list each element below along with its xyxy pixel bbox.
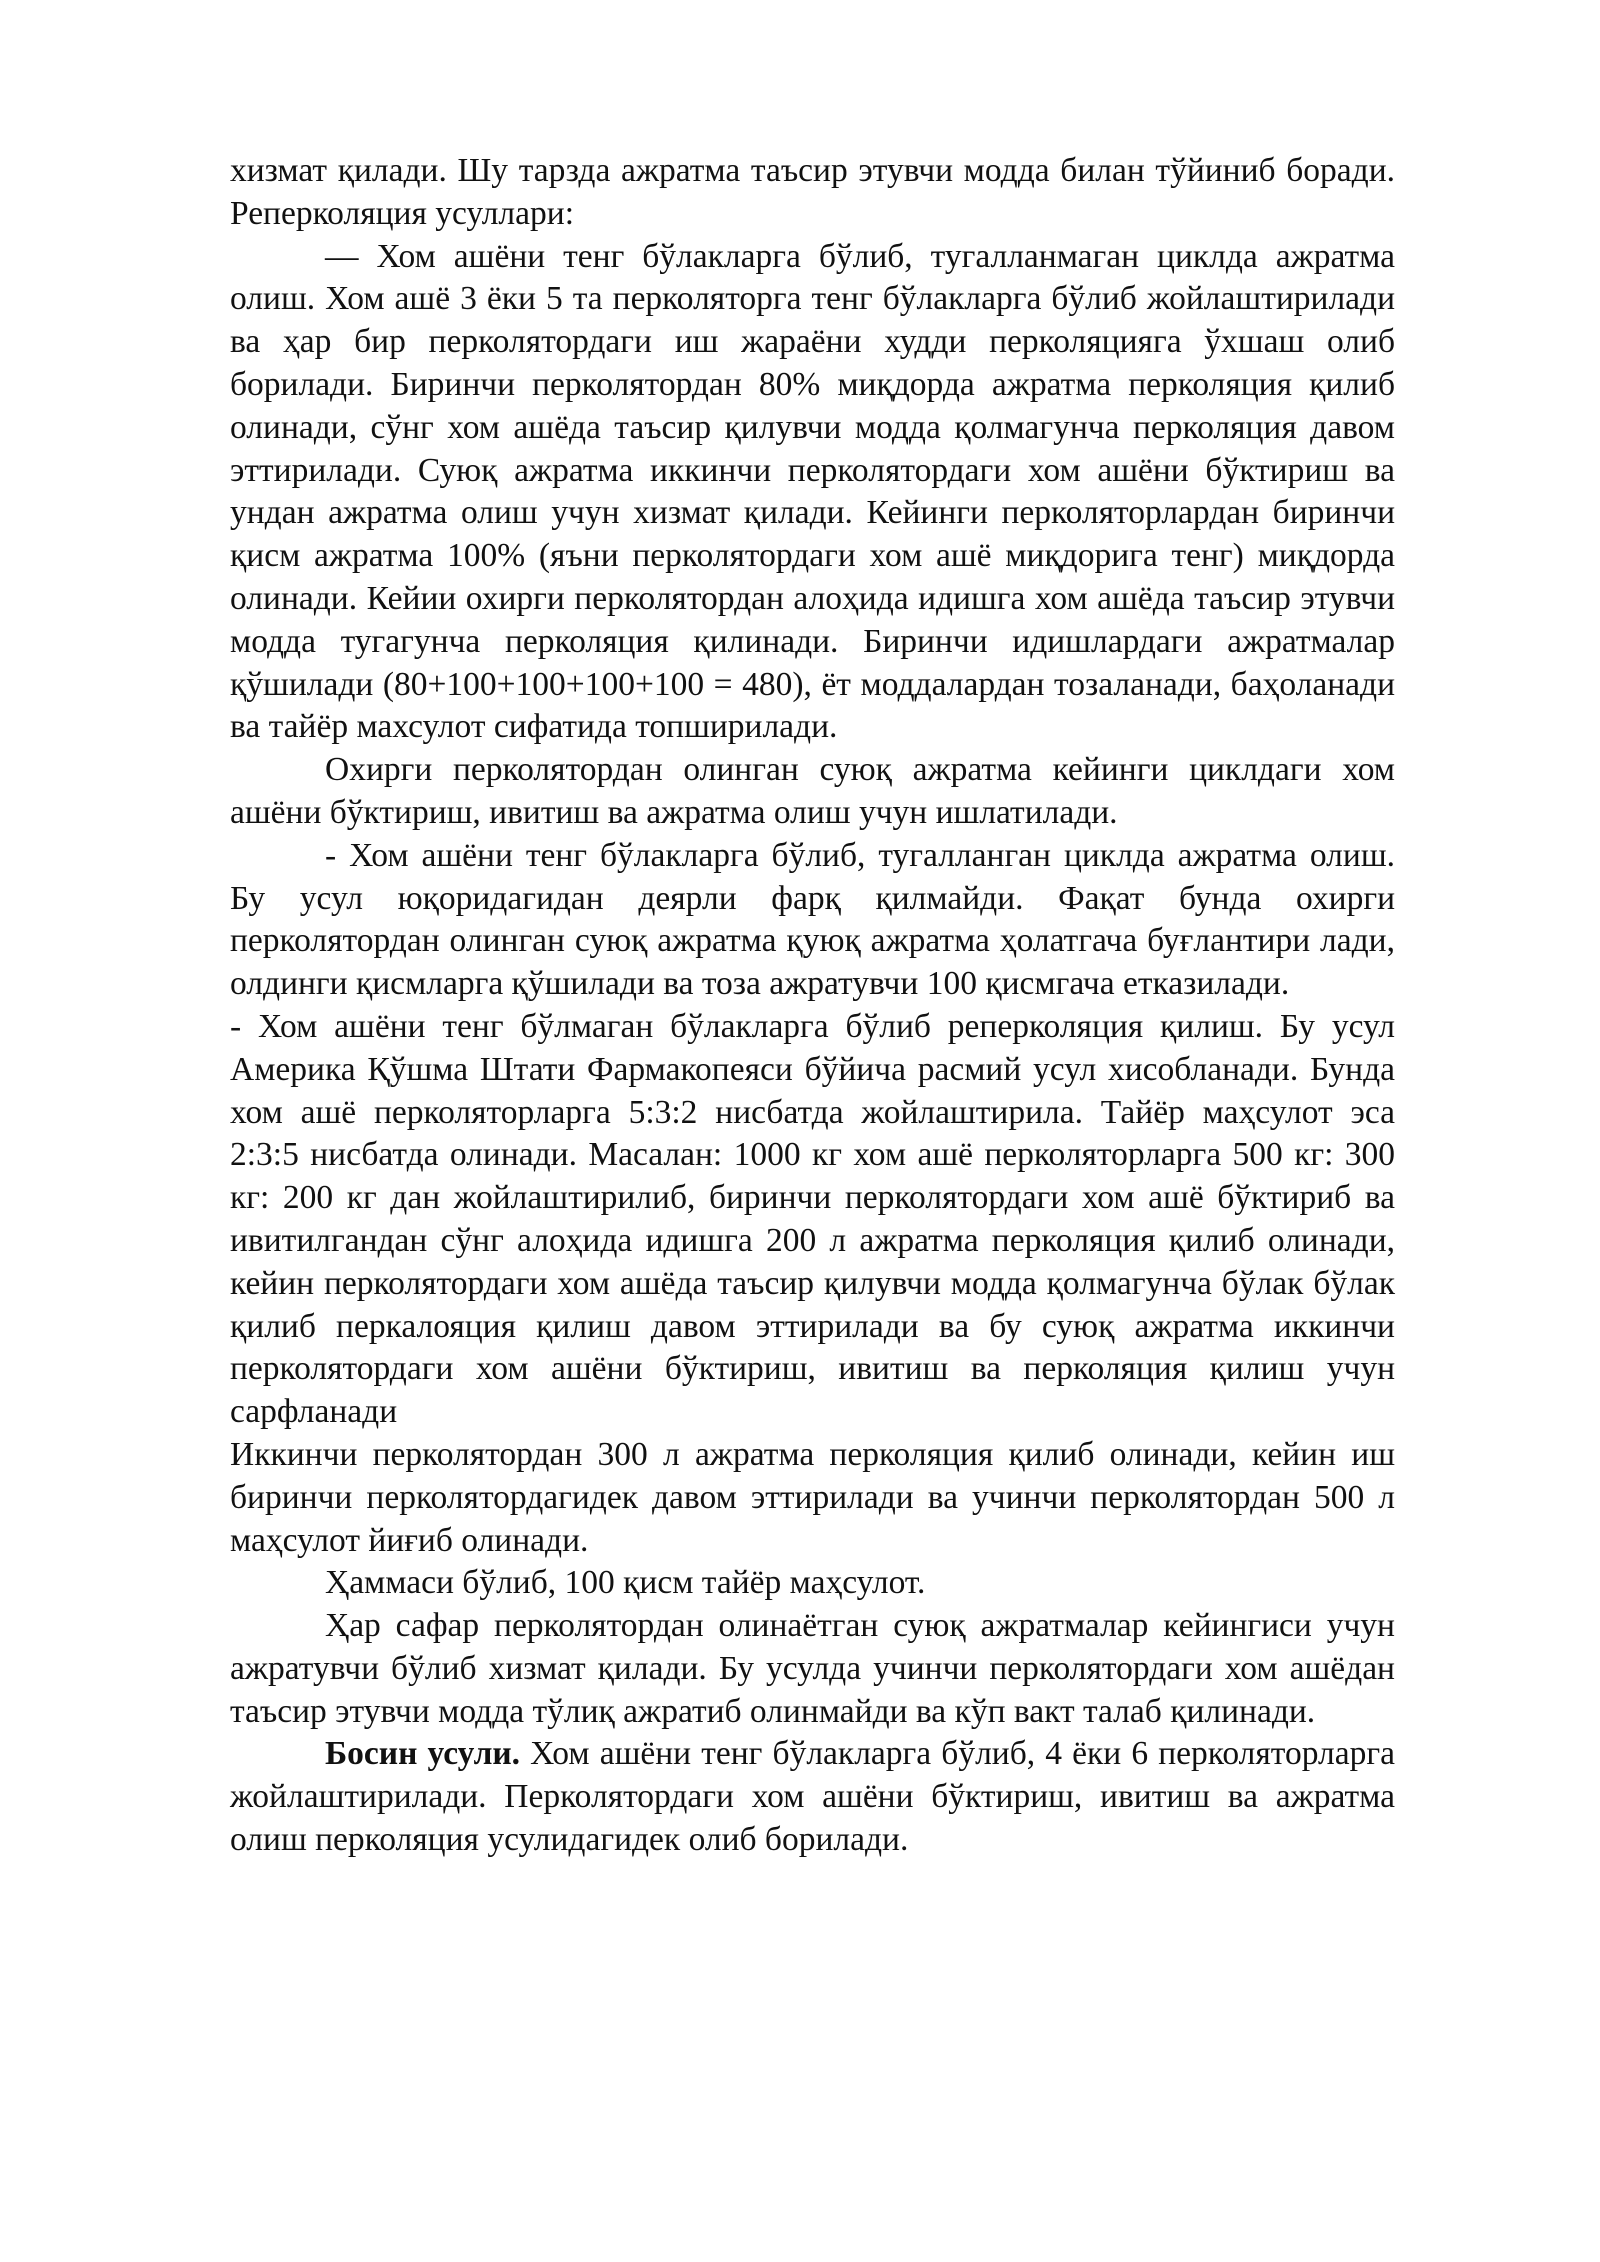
- paragraph-7: Ҳаммаси бўлиб, 100 қисм тайёр маҳсулот.: [325, 1564, 926, 1602]
- paragraph-method-1: — Хом ашёни тенг бўлакларга бўлиб, тугалланмаган циклда ажратма олиш. Хом ашё 3 ёки 5 та перколяторга тенг бўлакларга бўлиб жойлаштирилади ва ҳар бир перколятордаги иш жараёни худди перколяцияга ўхшаш олиб борилади. Биринчи перколятордан 80% миқдорда ажратма перколяция қилиб олинади, сўнг хом ашёда таъсир қилувчи модда қолмагунча перколяция давом эттирилади. Суюқ ажратма иккинчи перколятордаги хом ашёни бўктириш ва ундан ажратма олиш учун хизмат қилади. Кейинги перколяторлардан биринчи қисм ажратма 100% (яъни перколятордаги хом ашё миқдорига тенг) миқдорда олинади. Кейии охирги перколятордан алоҳида идишга хом ашёда таъсир этувчи модда тугагунча перколяция қилинади. Биринчи идишлардаги ажратмалар қўшилади (80+100+100+100+100 = 480), ёт моддалардан тозаланади, баҳоланади ва тайёр махсулот сифатида топширилади.: [230, 237, 1395, 746]
- paragraph-8: Ҳар сафар перколятордан олинаётган суюқ ажратмалар кейингиси учун ажратувчи бўлиб хизмат қилади. Бу усулда учинчи перколятордаги хом ашёдан таъсир этувчи модда тўлиқ ажратиб олинмайди ва кўп вакт талаб қилинади.: [230, 1607, 1395, 1730]
- paragraph-3: Охирги перколятордан олинган суюқ ажратма кейинги циклдаги хом ашёни бўктириш, ивитиш ва ажратма олиш учун ишлатилади.: [230, 751, 1395, 831]
- paragraph-6: Иккинчи перколятордан 300 л ажратма перколяция қилиб олинади, кейин иш биринчи перколятордагидек давом эттирилади ва учинчи перколятордан 500 л маҳсулот йиғиб олинади.: [230, 1435, 1395, 1559]
- bosin-method-text: Хом ашёни тенг бўлакларга бўлиб, 4 ёки 6 перколяторларга жойлаштирилади. Перколятордаги хом ашёни бўктириш, ивитиш ва ажратма олиш перколяция усулидагидек олиб борилади.: [230, 1735, 1396, 1859]
- paragraph-1: хизмат қилади. Шу тарзда ажратма таъсир этувчи модда билан тўйиниб боради. Реперколяция усуллари:: [230, 152, 1395, 232]
- bosin-method-heading: Босин усули.: [325, 1735, 521, 1773]
- paragraph-bosin-method: [230, 1733, 1395, 1861]
- paragraph-method-2: - Хом ашёни тенг бўлакларга бўлиб, тугалланган циклда ажратма олиш. Бу усул юқоридагидан деярли фарқ қилмайди. Фақат бунда охирги перколятордан олинган суюқ ажратма қуюқ ажратма ҳолатгача буғлантири лади, олдинги қисмларга қўшилади ва тоза ажратувчи 100 қисмгача етказилади.: [230, 836, 1395, 1003]
- document-page: [230, 150, 1395, 1862]
- paragraph-method-3: - Хом ашёни тенг бўлмаган бўлакларга бўлиб реперколяция қилиш. Бу усул Америка Қўшма Штати Фармакопеяси бўйича расмий усул хисобланади. Бунда хом ашё перколяторларга 5:3:2 нисбатда жойлаштирила. Тайёр маҳсулот эса 2:3:5 нисбатда олинади. Масалан: 1000 кг хом ашё перколяторларга 500 кг: 300 кг: 200 кг дан жойлаштирилиб, биринчи перколятордаги хом ашё бўктириб ва ивитилгандан сўнг алоҳида идишга 200 л ажратма перколяция қилиб олинади, кейин перколятордаги хом ашёда таъсир қилувчи модда қолмагунча бўлак бўлак қилиб перкалояция қилиш давом эттирилади ва бу суюқ ажратма иккинчи перколятордаги хом ашёни бўктириш, ивитиш ва перколяция қилиш учун сарфланади: [230, 1007, 1395, 1431]
